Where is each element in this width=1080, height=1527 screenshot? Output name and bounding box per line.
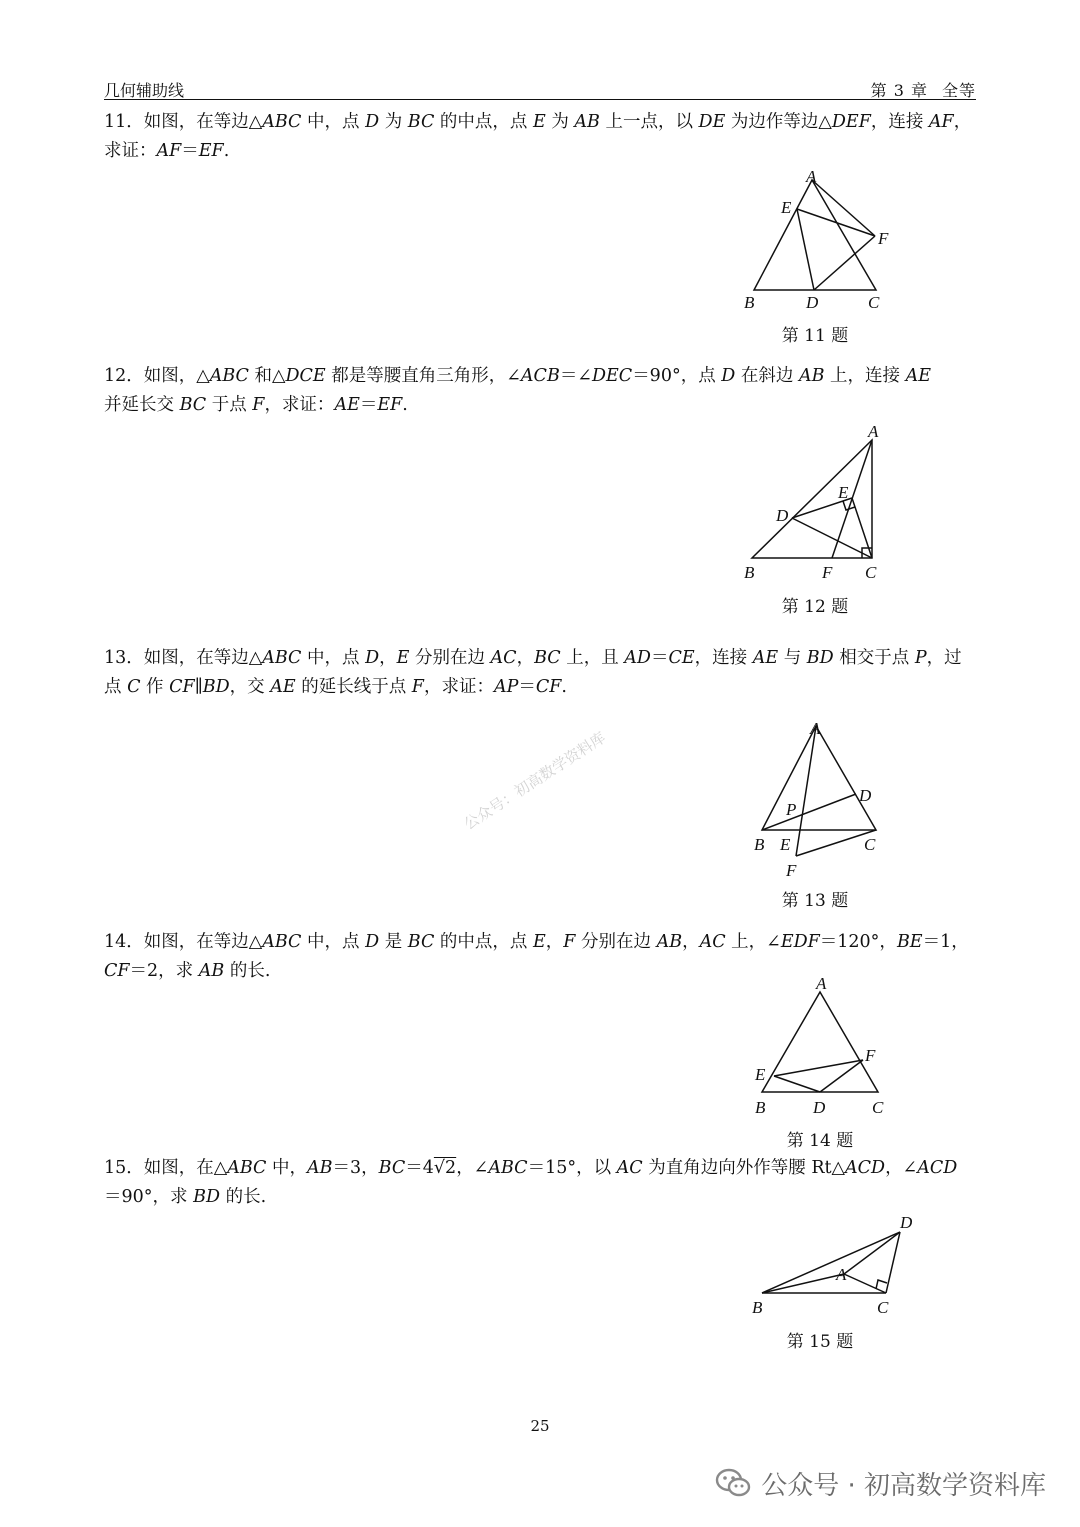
label-c: C xyxy=(865,563,877,582)
caption-11: 第 11 题 xyxy=(781,326,849,346)
label-b: B xyxy=(755,1098,766,1117)
caption-14: 第 14 题 xyxy=(786,1131,854,1151)
label-a: A xyxy=(810,719,821,738)
caption-12: 第 12 题 xyxy=(781,597,849,617)
segment-ef xyxy=(774,1060,863,1076)
label-f: F xyxy=(865,1046,876,1065)
segment-ac xyxy=(844,1274,886,1293)
segment-df xyxy=(820,1060,863,1092)
footer-text: 公众号 · 初高数学资料库 xyxy=(761,1470,1046,1501)
label-f: F xyxy=(786,861,797,880)
right-angle-c xyxy=(876,1280,887,1289)
caption-13: 第 13 题 xyxy=(781,891,849,911)
label-f: F xyxy=(822,563,833,582)
figure-15 xyxy=(740,1210,920,1320)
label-b: B xyxy=(744,293,755,312)
triangle-abc xyxy=(762,726,876,830)
label-e: E xyxy=(755,1065,766,1084)
label-a: A xyxy=(868,422,879,441)
label-c: C xyxy=(877,1298,889,1317)
label-e: E xyxy=(780,835,791,854)
segment-bd xyxy=(762,1232,900,1293)
problem-14: 14．如图，在等边△ABC 中，点 D 是 BC 的中点，点 E，F 分别在边 AB，AC 上，∠EDF＝120°，BE＝1， CF＝2，求 AB 的长. xyxy=(104,932,969,981)
label-b: B xyxy=(754,835,765,854)
figure-13 xyxy=(740,712,900,882)
label-a: A xyxy=(806,167,817,186)
caption-15: 第 15 题 xyxy=(786,1332,854,1352)
label-a: A xyxy=(836,1265,847,1284)
running-header-title: 几何辅助线 xyxy=(104,81,185,100)
segment-bd xyxy=(762,794,856,830)
label-c: C xyxy=(868,293,880,312)
label-d: D xyxy=(776,506,789,525)
label-e: E xyxy=(838,483,849,502)
segment-ef xyxy=(797,209,875,236)
header-rule xyxy=(104,99,976,100)
segment-af xyxy=(812,180,875,236)
segment-ed xyxy=(774,1076,820,1092)
problem-11: 11．如图，在等边△ABC 中，点 D 为 BC 的中点，点 E 为 AB 上一点，以 DE 为边作等边△DEF，连接 AF， 求证：AF＝EF. xyxy=(104,112,972,161)
label-d: D xyxy=(900,1213,913,1232)
page-number: 25 xyxy=(530,1417,550,1435)
problem-13: 13．如图，在等边△ABC 中，点 D，E 分别在边 AC，BC 上，且 AD＝CE，连接 AE 与 BD 相交于点 P，过 点 C 作 CF∥BD，交 AE 的延长线于点 F，求证：AP＝CF. xyxy=(104,648,962,697)
triangle-abc xyxy=(762,992,878,1092)
running-header-chapter xyxy=(871,78,976,101)
figure-12 xyxy=(740,420,900,580)
chapter-topic: 全等 xyxy=(941,81,976,100)
label-b: B xyxy=(744,563,755,582)
wechat-icon xyxy=(713,1463,753,1503)
label-p: P xyxy=(786,800,797,819)
footer-account xyxy=(713,1463,1046,1503)
watermark: 公众号：初高数学资料库 xyxy=(460,728,609,834)
triangle-abc xyxy=(752,440,872,558)
label-d: D xyxy=(859,786,872,805)
label-c: C xyxy=(872,1098,884,1117)
chapter-number: 第 3 章 xyxy=(870,81,928,100)
problem-15: 15．如图，在△ABC 中，AB＝3，BC＝4√2，∠ABC＝15°，以 AC 为直角边向外作等腰 Rt△ACD，∠ACD ＝90°，求 BD 的长. xyxy=(104,1158,958,1207)
problem-12: 12．如图，△ABC 和△DCE 都是等腰直角三角形，∠ACB＝∠DEC＝90°，点 D 在斜边 AB 上，连接 AE 并延长交 BC 于点 F，求证：AE＝EF. xyxy=(104,366,932,415)
label-d: D xyxy=(813,1098,826,1117)
figure-14 xyxy=(740,970,900,1120)
segment-ba xyxy=(762,1274,844,1293)
label-a: A xyxy=(816,974,827,993)
label-b: B xyxy=(752,1298,763,1317)
label-d: D xyxy=(806,293,819,312)
label-c: C xyxy=(864,835,876,854)
segment-df xyxy=(814,236,875,290)
triangle-abc xyxy=(754,180,876,290)
label-f: F xyxy=(878,229,889,248)
segment-ed xyxy=(797,209,814,290)
figure-11 xyxy=(740,164,900,314)
label-e: E xyxy=(781,198,792,217)
